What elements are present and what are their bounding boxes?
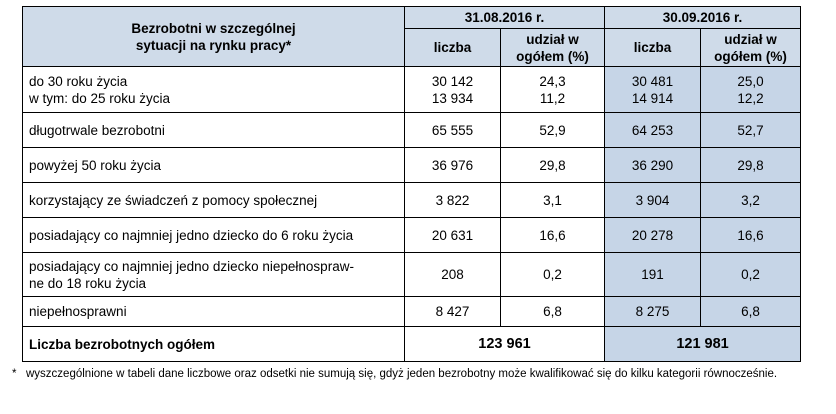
- row-label: powyżej 50 roku życia: [23, 148, 405, 183]
- unemployment-table-wrapper: [22, 6, 800, 362]
- aug-count-cell: 20 631: [405, 218, 501, 253]
- aug-count-cell: [405, 67, 501, 113]
- sep-count-cell: [605, 67, 701, 113]
- row-label: posiadający co najmniej jedno dziecko do 6 roku życia: [23, 218, 405, 253]
- table-row: [23, 218, 801, 253]
- col-share-sep-text: udział w ogółem (%): [714, 31, 787, 64]
- aug-share-cell: 3,1: [501, 183, 605, 218]
- value: 25,0: [737, 73, 764, 89]
- row-label: posiadający co najmniej jedno dziecko niepełnospraw-: [29, 258, 354, 274]
- row-label: długotrwale bezrobotni: [23, 113, 405, 148]
- footnote-text: wyszczególnione w tabeli dane liczbowe oraz odsetki nie sumują się, gdyż jeden bezrobotny może kwalifikować się do kilku kategorii równocześnie.: [26, 368, 778, 380]
- value: 13 934: [431, 90, 474, 106]
- row-sublabel: w tym: do 25 roku życia: [29, 90, 171, 106]
- sep-share-cell: 3,2: [701, 183, 801, 218]
- sep-share-cell: 29,8: [701, 148, 801, 183]
- sep-count-cell: 8 275: [605, 297, 701, 327]
- aug-share-cell: 6,8: [501, 297, 605, 327]
- sep-share-cell: 52,7: [701, 113, 801, 148]
- value: 24,3: [539, 73, 566, 89]
- col-share-aug: [501, 29, 605, 67]
- value: 12,2: [737, 90, 764, 106]
- sep-count-cell: 3 904: [605, 183, 701, 218]
- aug-share-cell: [501, 67, 605, 113]
- unemployment-table: [22, 6, 801, 362]
- row-header-text: Bezrobotni w szczególnej sytuacji na rynku pracy*: [131, 20, 296, 53]
- aug-count-cell: 36 976: [405, 148, 501, 183]
- row-label: korzystający ze świadczeń z pomocy społecznej: [23, 183, 405, 218]
- aug-share-cell: 29,8: [501, 148, 605, 183]
- aug-count-cell: 65 555: [405, 113, 501, 148]
- sep-count-cell: 36 290: [605, 148, 701, 183]
- table-row: [23, 67, 801, 113]
- table-row: [23, 297, 801, 327]
- col-share-sep: [701, 29, 801, 67]
- aug-share-cell: 52,9: [501, 113, 605, 148]
- aug-share-cell: 0,2: [501, 253, 605, 297]
- row-label: do 30 roku życia: [29, 73, 128, 89]
- sep-share-cell: 6,8: [701, 297, 801, 327]
- aug-count-cell: 8 427: [405, 297, 501, 327]
- row-label: niepełnosprawni: [23, 297, 405, 327]
- row-sublabel: ne do 18 roku życia: [29, 275, 147, 291]
- footnote-marker: *: [12, 368, 17, 380]
- col-share-aug-text: udział w ogółem (%): [516, 31, 589, 64]
- period-header-sep: 30.09.2016 r.: [605, 7, 801, 29]
- total-sep: 121 981: [605, 327, 801, 362]
- aug-count-cell: 208: [405, 253, 501, 297]
- total-aug: 123 961: [405, 327, 605, 362]
- aug-count-cell: 3 822: [405, 183, 501, 218]
- total-label: Liczba bezrobotnych ogółem: [23, 327, 405, 362]
- col-count-aug: liczba: [405, 29, 501, 67]
- sep-share-cell: 16,6: [701, 218, 801, 253]
- value: 14 914: [631, 90, 674, 106]
- value: 30 481: [631, 73, 674, 89]
- value: 11,2: [539, 90, 566, 106]
- table-row: [23, 183, 801, 218]
- sep-share-cell: 0,2: [701, 253, 801, 297]
- footnote: [12, 367, 802, 382]
- row-label-cell: [23, 253, 405, 297]
- table-row: [23, 148, 801, 183]
- row-header-cell: [23, 7, 405, 67]
- table-row: [23, 253, 801, 297]
- aug-share-cell: 16,6: [501, 218, 605, 253]
- sep-share-cell: [701, 67, 801, 113]
- period-header-aug: 31.08.2016 r.: [405, 7, 605, 29]
- value: 30 142: [431, 73, 474, 89]
- total-row: [23, 327, 801, 362]
- col-count-sep: liczba: [605, 29, 701, 67]
- sep-count-cell: 191: [605, 253, 701, 297]
- sep-count-cell: 64 253: [605, 113, 701, 148]
- sep-count-cell: 20 278: [605, 218, 701, 253]
- row-label-cell: [23, 67, 405, 113]
- table-row: [23, 113, 801, 148]
